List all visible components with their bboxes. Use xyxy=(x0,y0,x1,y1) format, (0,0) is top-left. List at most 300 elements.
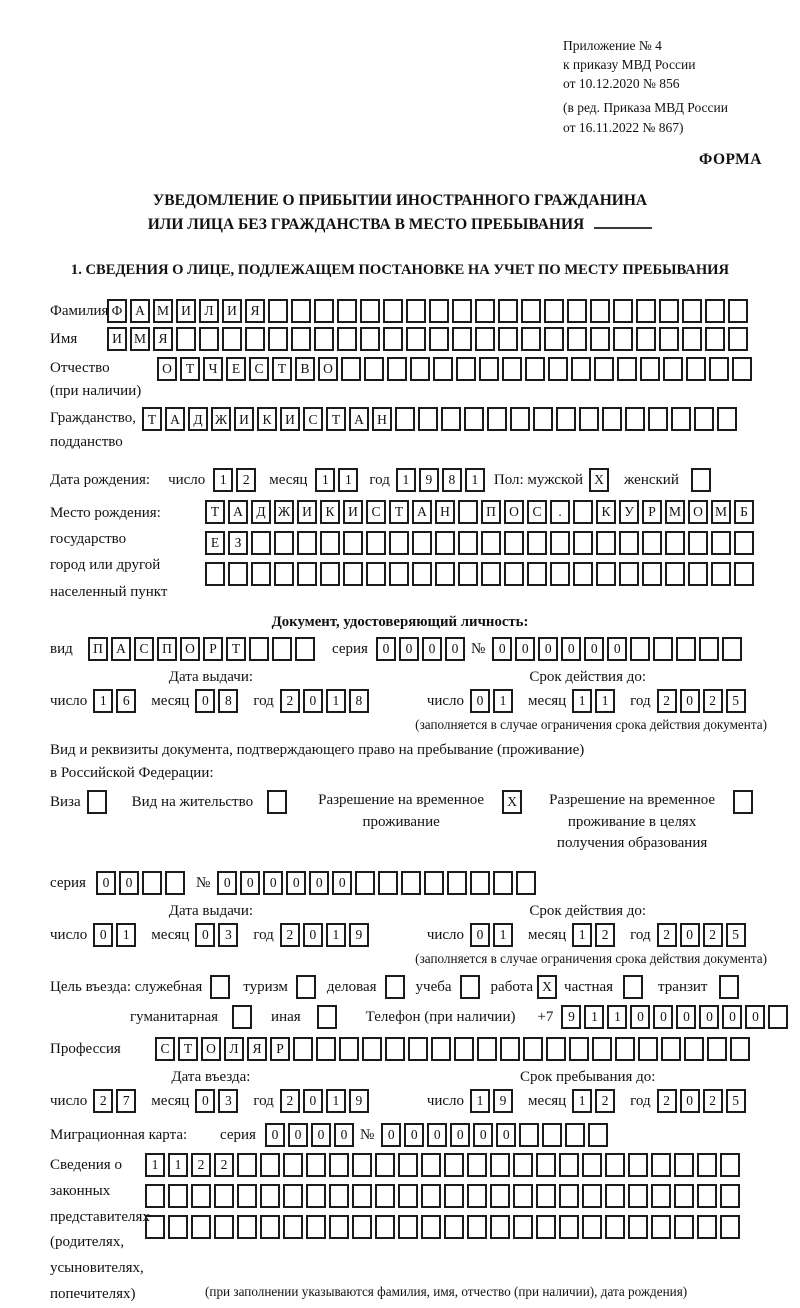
char-cell[interactable] xyxy=(490,1153,510,1177)
char-cell[interactable]: 0 xyxy=(303,689,323,713)
char-cell[interactable] xyxy=(674,1184,694,1208)
char-cell[interactable] xyxy=(268,299,288,323)
char-cell[interactable]: 8 xyxy=(218,689,238,713)
char-cell[interactable]: 1 xyxy=(326,1089,346,1113)
char-cell[interactable]: 2 xyxy=(657,1089,677,1113)
char-cell[interactable] xyxy=(444,1215,464,1239)
char-cell[interactable] xyxy=(142,871,162,895)
char-cell[interactable]: В xyxy=(295,357,315,381)
char-cell[interactable] xyxy=(429,299,449,323)
char-cell[interactable] xyxy=(355,871,375,895)
char-cell[interactable] xyxy=(596,531,616,555)
char-cell[interactable] xyxy=(550,531,570,555)
char-cell[interactable]: 1 xyxy=(338,468,358,492)
char-cell[interactable]: 2 xyxy=(595,1089,615,1113)
char-cell[interactable]: . xyxy=(550,500,570,524)
char-cell[interactable] xyxy=(720,1153,740,1177)
char-cell[interactable] xyxy=(412,531,432,555)
char-cell[interactable] xyxy=(596,562,616,586)
char-cell[interactable]: 5 xyxy=(726,1089,746,1113)
char-cell[interactable] xyxy=(214,1184,234,1208)
char-cell[interactable] xyxy=(651,1153,671,1177)
char-cell[interactable]: И xyxy=(234,407,254,431)
char-cell[interactable] xyxy=(594,357,614,381)
char-cell[interactable] xyxy=(268,327,288,351)
char-cell[interactable] xyxy=(705,299,725,323)
char-cell[interactable] xyxy=(619,562,639,586)
char-cell[interactable] xyxy=(210,975,230,999)
char-cell[interactable] xyxy=(565,1123,585,1147)
char-cell[interactable] xyxy=(360,327,380,351)
char-cell[interactable] xyxy=(630,637,650,661)
char-cell[interactable] xyxy=(272,637,292,661)
char-cell[interactable] xyxy=(697,1215,717,1239)
char-cell[interactable]: Л xyxy=(199,299,219,323)
char-cell[interactable] xyxy=(467,1215,487,1239)
char-cell[interactable] xyxy=(389,562,409,586)
char-cell[interactable] xyxy=(283,1215,303,1239)
char-cell[interactable] xyxy=(653,637,673,661)
char-cell[interactable] xyxy=(467,1153,487,1177)
char-cell[interactable] xyxy=(385,975,405,999)
char-cell[interactable] xyxy=(378,871,398,895)
char-cell[interactable] xyxy=(222,327,242,351)
char-cell[interactable]: 7 xyxy=(116,1089,136,1113)
char-cell[interactable]: 5 xyxy=(726,923,746,947)
char-cell[interactable]: 1 xyxy=(607,1005,627,1029)
char-cell[interactable]: 0 xyxy=(217,871,237,895)
char-cell[interactable] xyxy=(638,1037,658,1061)
char-cell[interactable] xyxy=(424,871,444,895)
char-cell[interactable]: А xyxy=(228,500,248,524)
char-cell[interactable] xyxy=(523,1037,543,1061)
char-cell[interactable]: Д xyxy=(251,500,271,524)
char-cell[interactable] xyxy=(429,327,449,351)
char-cell[interactable]: Р xyxy=(270,1037,290,1061)
char-cell[interactable]: 0 xyxy=(630,1005,650,1029)
char-cell[interactable]: 2 xyxy=(214,1153,234,1177)
char-cell[interactable] xyxy=(498,327,518,351)
char-cell[interactable] xyxy=(291,327,311,351)
char-cell[interactable] xyxy=(481,562,501,586)
char-cell[interactable]: Т xyxy=(389,500,409,524)
char-cell[interactable]: 0 xyxy=(607,637,627,661)
char-cell[interactable]: О xyxy=(157,357,177,381)
char-cell[interactable]: 2 xyxy=(703,689,723,713)
char-cell[interactable]: О xyxy=(688,500,708,524)
char-cell[interactable] xyxy=(490,1184,510,1208)
char-cell[interactable] xyxy=(401,871,421,895)
char-cell[interactable] xyxy=(550,562,570,586)
char-cell[interactable]: И xyxy=(297,500,317,524)
char-cell[interactable] xyxy=(623,975,643,999)
char-cell[interactable] xyxy=(768,1005,788,1029)
char-cell[interactable] xyxy=(588,1123,608,1147)
char-cell[interactable] xyxy=(513,1184,533,1208)
char-cell[interactable] xyxy=(573,500,593,524)
char-cell[interactable] xyxy=(573,562,593,586)
char-cell[interactable]: З xyxy=(228,531,248,555)
char-cell[interactable]: 2 xyxy=(280,689,300,713)
char-cell[interactable] xyxy=(295,637,315,661)
char-cell[interactable]: 0 xyxy=(376,637,396,661)
char-cell[interactable]: Т xyxy=(226,637,246,661)
char-cell[interactable]: Т xyxy=(178,1037,198,1061)
char-cell[interactable]: 2 xyxy=(280,1089,300,1113)
char-cell[interactable]: М xyxy=(153,299,173,323)
char-cell[interactable]: И xyxy=(222,299,242,323)
char-cell[interactable] xyxy=(320,562,340,586)
char-cell[interactable]: 0 xyxy=(538,637,558,661)
char-cell[interactable]: 1 xyxy=(595,689,615,713)
char-cell[interactable]: 1 xyxy=(493,923,513,947)
char-cell[interactable] xyxy=(498,299,518,323)
char-cell[interactable] xyxy=(441,407,461,431)
char-cell[interactable] xyxy=(559,1153,579,1177)
char-cell[interactable] xyxy=(329,1215,349,1239)
char-cell[interactable] xyxy=(625,407,645,431)
char-cell[interactable] xyxy=(341,357,361,381)
char-cell[interactable]: 0 xyxy=(470,923,490,947)
char-cell[interactable] xyxy=(516,871,536,895)
char-cell[interactable]: И xyxy=(343,500,363,524)
char-cell[interactable] xyxy=(582,1215,602,1239)
char-cell[interactable]: Т xyxy=(142,407,162,431)
char-cell[interactable] xyxy=(460,975,480,999)
char-cell[interactable] xyxy=(458,562,478,586)
char-cell[interactable]: И xyxy=(280,407,300,431)
char-cell[interactable] xyxy=(582,1153,602,1177)
char-cell[interactable] xyxy=(521,299,541,323)
char-cell[interactable] xyxy=(283,1153,303,1177)
char-cell[interactable] xyxy=(567,299,587,323)
char-cell[interactable] xyxy=(500,1037,520,1061)
char-cell[interactable] xyxy=(711,562,731,586)
char-cell[interactable] xyxy=(375,1215,395,1239)
char-cell[interactable] xyxy=(293,1037,313,1061)
char-cell[interactable] xyxy=(458,531,478,555)
char-cell[interactable] xyxy=(452,327,472,351)
char-cell[interactable]: И xyxy=(176,299,196,323)
char-cell[interactable]: 0 xyxy=(119,871,139,895)
char-cell[interactable] xyxy=(306,1153,326,1177)
char-cell[interactable] xyxy=(191,1184,211,1208)
char-cell[interactable]: 0 xyxy=(195,923,215,947)
char-cell[interactable]: 0 xyxy=(496,1123,516,1147)
char-cell[interactable]: 1 xyxy=(93,689,113,713)
char-cell[interactable]: Я xyxy=(247,1037,267,1061)
char-cell[interactable]: 1 xyxy=(315,468,335,492)
char-cell[interactable]: 0 xyxy=(381,1123,401,1147)
char-cell[interactable] xyxy=(306,1215,326,1239)
char-cell[interactable]: С xyxy=(527,500,547,524)
char-cell[interactable] xyxy=(274,562,294,586)
char-cell[interactable] xyxy=(728,327,748,351)
char-cell[interactable] xyxy=(283,1184,303,1208)
char-cell[interactable] xyxy=(615,1037,635,1061)
char-cell[interactable] xyxy=(542,1123,562,1147)
char-cell[interactable]: 0 xyxy=(680,1089,700,1113)
char-cell[interactable] xyxy=(493,871,513,895)
char-cell[interactable] xyxy=(274,531,294,555)
char-cell[interactable] xyxy=(536,1153,556,1177)
char-cell[interactable]: С xyxy=(303,407,323,431)
char-cell[interactable] xyxy=(395,407,415,431)
char-cell[interactable] xyxy=(569,1037,589,1061)
char-cell[interactable] xyxy=(527,531,547,555)
char-cell[interactable]: Ч xyxy=(203,357,223,381)
char-cell[interactable] xyxy=(477,1037,497,1061)
char-cell[interactable] xyxy=(431,1037,451,1061)
char-cell[interactable] xyxy=(671,407,691,431)
char-cell[interactable] xyxy=(249,637,269,661)
char-cell[interactable] xyxy=(260,1153,280,1177)
char-cell[interactable]: М xyxy=(130,327,150,351)
char-cell[interactable]: Ж xyxy=(274,500,294,524)
char-cell[interactable] xyxy=(339,1037,359,1061)
char-cell[interactable] xyxy=(145,1215,165,1239)
char-cell[interactable] xyxy=(510,407,530,431)
char-cell[interactable]: Т xyxy=(205,500,225,524)
char-cell[interactable]: 1 xyxy=(145,1153,165,1177)
char-cell[interactable]: 0 xyxy=(745,1005,765,1029)
char-cell[interactable]: 1 xyxy=(213,468,233,492)
char-cell[interactable] xyxy=(260,1215,280,1239)
char-cell[interactable] xyxy=(383,327,403,351)
char-cell[interactable] xyxy=(548,357,568,381)
char-cell[interactable]: А xyxy=(165,407,185,431)
char-cell[interactable]: 2 xyxy=(703,923,723,947)
char-cell[interactable]: 0 xyxy=(515,637,535,661)
char-cell[interactable]: 0 xyxy=(309,871,329,895)
char-cell[interactable] xyxy=(682,327,702,351)
char-cell[interactable] xyxy=(697,1153,717,1177)
char-cell[interactable] xyxy=(456,357,476,381)
char-cell[interactable] xyxy=(366,562,386,586)
char-cell[interactable] xyxy=(659,299,679,323)
char-cell[interactable] xyxy=(582,1184,602,1208)
char-cell[interactable] xyxy=(421,1215,441,1239)
char-cell[interactable] xyxy=(711,531,731,555)
char-cell[interactable] xyxy=(544,327,564,351)
char-cell[interactable] xyxy=(444,1184,464,1208)
char-cell[interactable]: 8 xyxy=(349,689,369,713)
char-cell[interactable]: Е xyxy=(205,531,225,555)
char-cell[interactable] xyxy=(145,1184,165,1208)
char-cell[interactable]: Н xyxy=(372,407,392,431)
char-cell[interactable]: О xyxy=(504,500,524,524)
char-cell[interactable] xyxy=(479,357,499,381)
char-cell[interactable]: П xyxy=(157,637,177,661)
char-cell[interactable] xyxy=(525,357,545,381)
char-cell[interactable] xyxy=(337,327,357,351)
char-cell[interactable] xyxy=(559,1215,579,1239)
char-cell[interactable] xyxy=(245,327,265,351)
char-cell[interactable] xyxy=(191,1215,211,1239)
char-cell[interactable] xyxy=(628,1184,648,1208)
char-cell[interactable] xyxy=(665,531,685,555)
char-cell[interactable] xyxy=(732,357,752,381)
char-cell[interactable] xyxy=(674,1215,694,1239)
char-cell[interactable]: 1 xyxy=(326,689,346,713)
char-cell[interactable] xyxy=(260,1184,280,1208)
char-cell[interactable] xyxy=(691,468,711,492)
char-cell[interactable] xyxy=(544,299,564,323)
char-cell[interactable] xyxy=(688,562,708,586)
char-cell[interactable]: К xyxy=(596,500,616,524)
char-cell[interactable] xyxy=(688,531,708,555)
char-cell[interactable]: Р xyxy=(203,637,223,661)
char-cell[interactable] xyxy=(352,1184,372,1208)
char-cell[interactable] xyxy=(730,1037,750,1061)
char-cell[interactable] xyxy=(592,1037,612,1061)
char-cell[interactable] xyxy=(316,1037,336,1061)
char-cell[interactable] xyxy=(519,1123,539,1147)
char-cell[interactable]: С xyxy=(249,357,269,381)
char-cell[interactable] xyxy=(360,299,380,323)
char-cell[interactable] xyxy=(663,357,683,381)
char-cell[interactable]: 0 xyxy=(473,1123,493,1147)
char-cell[interactable]: О xyxy=(318,357,338,381)
char-cell[interactable] xyxy=(613,327,633,351)
char-cell[interactable]: А xyxy=(349,407,369,431)
char-cell[interactable]: 0 xyxy=(399,637,419,661)
char-cell[interactable] xyxy=(296,975,316,999)
char-cell[interactable]: М xyxy=(711,500,731,524)
char-cell[interactable] xyxy=(168,1215,188,1239)
char-cell[interactable] xyxy=(605,1215,625,1239)
char-cell[interactable]: 0 xyxy=(450,1123,470,1147)
char-cell[interactable]: X xyxy=(589,468,609,492)
char-cell[interactable] xyxy=(481,531,501,555)
char-cell[interactable] xyxy=(232,1005,252,1029)
char-cell[interactable]: 5 xyxy=(726,689,746,713)
char-cell[interactable]: 2 xyxy=(236,468,256,492)
char-cell[interactable] xyxy=(410,357,430,381)
char-cell[interactable] xyxy=(602,407,622,431)
char-cell[interactable]: Т xyxy=(326,407,346,431)
char-cell[interactable] xyxy=(490,1215,510,1239)
char-cell[interactable] xyxy=(320,531,340,555)
char-cell[interactable] xyxy=(642,531,662,555)
char-cell[interactable] xyxy=(707,1037,727,1061)
char-cell[interactable] xyxy=(722,637,742,661)
char-cell[interactable] xyxy=(719,975,739,999)
char-cell[interactable]: 2 xyxy=(657,923,677,947)
char-cell[interactable] xyxy=(579,407,599,431)
char-cell[interactable] xyxy=(513,1153,533,1177)
char-cell[interactable]: 1 xyxy=(470,1089,490,1113)
char-cell[interactable] xyxy=(556,407,576,431)
char-cell[interactable] xyxy=(205,562,225,586)
char-cell[interactable]: 0 xyxy=(265,1123,285,1147)
char-cell[interactable]: 0 xyxy=(303,1089,323,1113)
char-cell[interactable] xyxy=(733,790,753,814)
char-cell[interactable]: Я xyxy=(245,299,265,323)
char-cell[interactable]: X xyxy=(537,975,557,999)
char-cell[interactable] xyxy=(447,871,467,895)
char-cell[interactable] xyxy=(705,327,725,351)
char-cell[interactable]: 0 xyxy=(288,1123,308,1147)
char-cell[interactable] xyxy=(375,1153,395,1177)
char-cell[interactable] xyxy=(513,1215,533,1239)
char-cell[interactable]: А xyxy=(412,500,432,524)
char-cell[interactable]: 0 xyxy=(195,1089,215,1113)
char-cell[interactable] xyxy=(699,637,719,661)
char-cell[interactable]: К xyxy=(320,500,340,524)
char-cell[interactable] xyxy=(454,1037,474,1061)
char-cell[interactable]: 0 xyxy=(240,871,260,895)
char-cell[interactable]: Б xyxy=(734,500,754,524)
char-cell[interactable]: 0 xyxy=(422,637,442,661)
char-cell[interactable]: 0 xyxy=(195,689,215,713)
char-cell[interactable]: Ж xyxy=(211,407,231,431)
char-cell[interactable] xyxy=(527,562,547,586)
char-cell[interactable]: У xyxy=(619,500,639,524)
char-cell[interactable]: 0 xyxy=(722,1005,742,1029)
char-cell[interactable] xyxy=(237,1153,257,1177)
char-cell[interactable] xyxy=(408,1037,428,1061)
char-cell[interactable] xyxy=(406,327,426,351)
char-cell[interactable] xyxy=(590,299,610,323)
char-cell[interactable]: 0 xyxy=(699,1005,719,1029)
char-cell[interactable] xyxy=(659,327,679,351)
char-cell[interactable] xyxy=(674,1153,694,1177)
char-cell[interactable] xyxy=(398,1215,418,1239)
char-cell[interactable]: 0 xyxy=(263,871,283,895)
char-cell[interactable] xyxy=(573,531,593,555)
char-cell[interactable] xyxy=(605,1184,625,1208)
char-cell[interactable]: 1 xyxy=(572,689,592,713)
char-cell[interactable]: 0 xyxy=(427,1123,447,1147)
char-cell[interactable] xyxy=(343,531,363,555)
char-cell[interactable]: 0 xyxy=(404,1123,424,1147)
char-cell[interactable]: 0 xyxy=(653,1005,673,1029)
char-cell[interactable] xyxy=(314,327,334,351)
char-cell[interactable]: Ф xyxy=(107,299,127,323)
char-cell[interactable] xyxy=(676,637,696,661)
char-cell[interactable]: 0 xyxy=(584,637,604,661)
char-cell[interactable] xyxy=(199,327,219,351)
char-cell[interactable]: 2 xyxy=(191,1153,211,1177)
char-cell[interactable] xyxy=(571,357,591,381)
char-cell[interactable]: 2 xyxy=(280,923,300,947)
char-cell[interactable] xyxy=(435,531,455,555)
char-cell[interactable] xyxy=(168,1184,188,1208)
char-cell[interactable] xyxy=(613,299,633,323)
char-cell[interactable] xyxy=(605,1153,625,1177)
char-cell[interactable] xyxy=(475,327,495,351)
char-cell[interactable]: Е xyxy=(226,357,246,381)
char-cell[interactable] xyxy=(487,407,507,431)
char-cell[interactable]: 2 xyxy=(93,1089,113,1113)
char-cell[interactable]: 0 xyxy=(561,637,581,661)
char-cell[interactable] xyxy=(546,1037,566,1061)
char-cell[interactable] xyxy=(421,1153,441,1177)
char-cell[interactable] xyxy=(651,1184,671,1208)
char-cell[interactable]: Л xyxy=(224,1037,244,1061)
char-cell[interactable] xyxy=(504,562,524,586)
char-cell[interactable] xyxy=(389,531,409,555)
char-cell[interactable] xyxy=(375,1184,395,1208)
char-cell[interactable]: 9 xyxy=(561,1005,581,1029)
char-cell[interactable] xyxy=(521,327,541,351)
char-cell[interactable] xyxy=(642,562,662,586)
char-cell[interactable] xyxy=(720,1215,740,1239)
char-cell[interactable] xyxy=(343,562,363,586)
char-cell[interactable] xyxy=(665,562,685,586)
char-cell[interactable] xyxy=(502,357,522,381)
